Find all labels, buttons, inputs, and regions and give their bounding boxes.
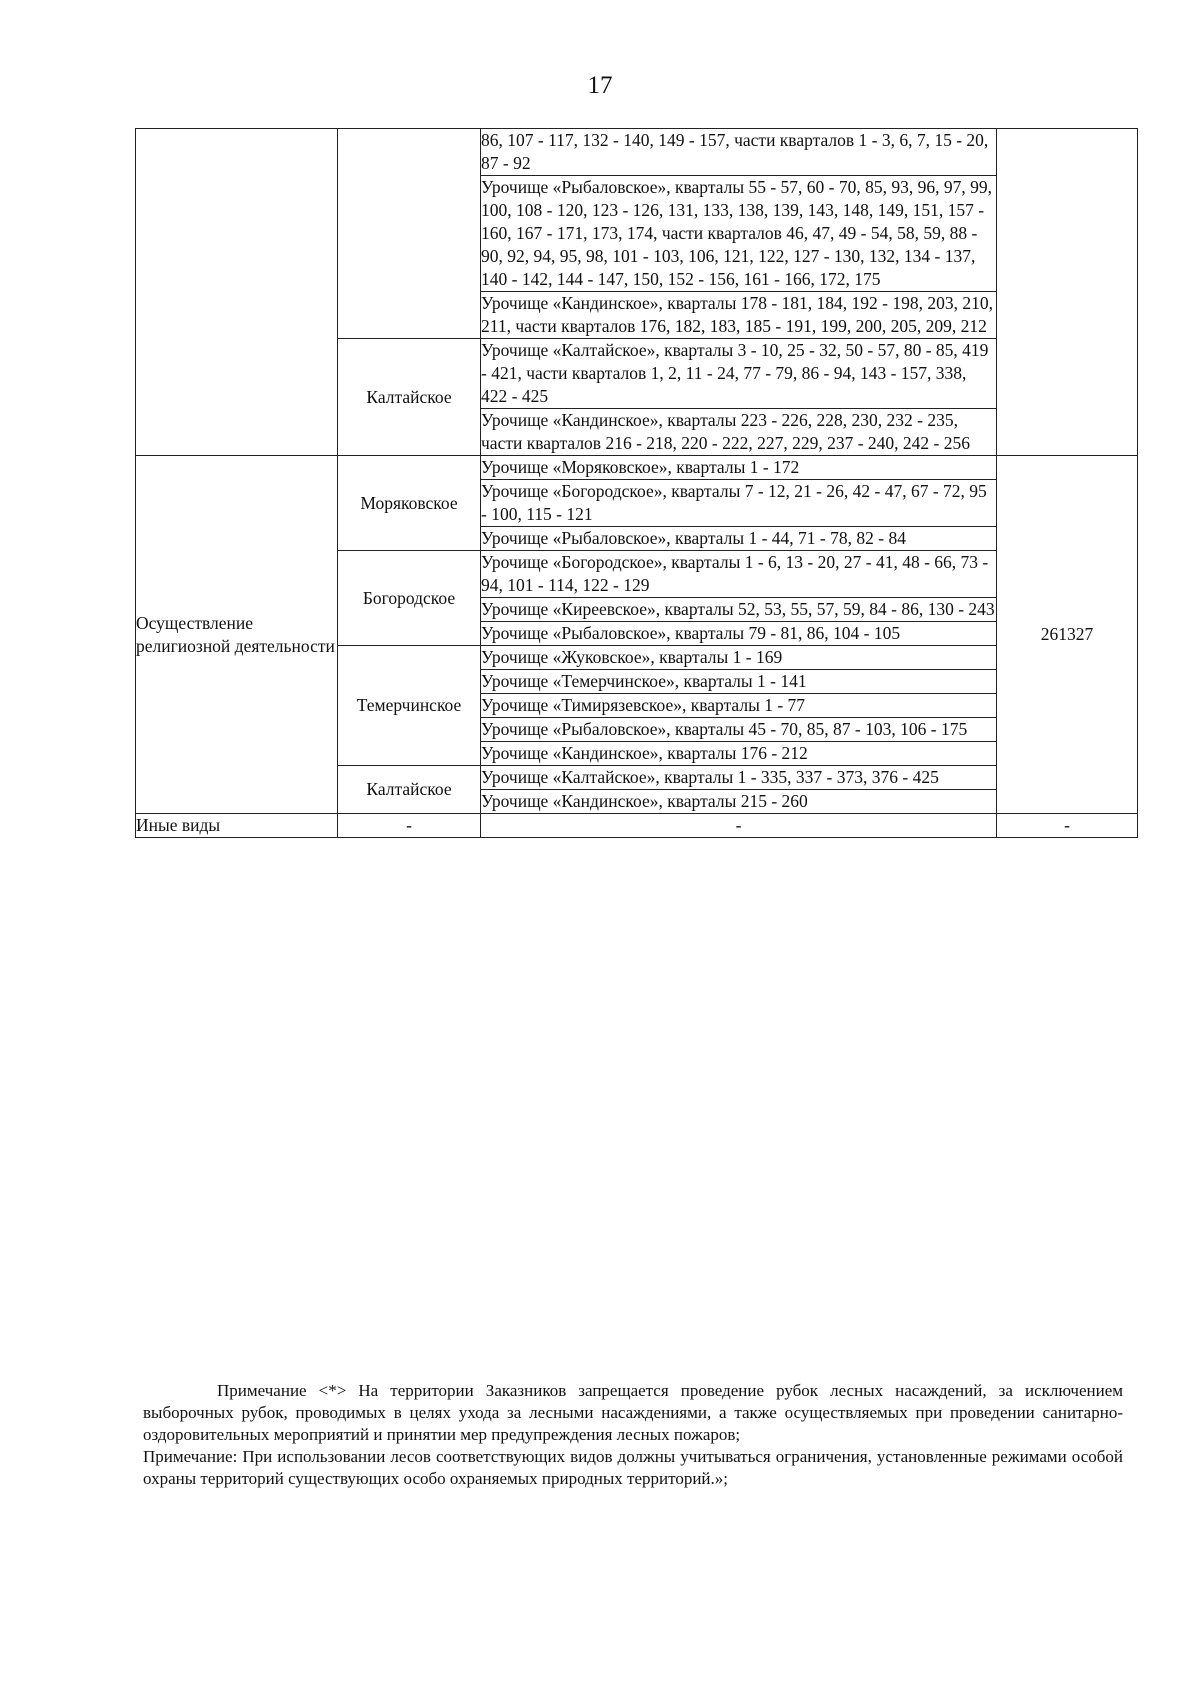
- location-cell: Урочище «Кандинское», кварталы 215 - 260: [481, 790, 997, 814]
- location-cell: Урочище «Калтайское», кварталы 1 - 335, 337 - 373, 376 - 425: [481, 766, 997, 790]
- notes-section: [143, 1380, 1123, 1490]
- forest-use-table: [135, 128, 1138, 838]
- location-cell: Урочище «Богородское», кварталы 7 - 12, 21 - 26, 42 - 47, 67 - 72, 95 - 100, 115 - 121: [481, 480, 997, 527]
- location-cell: Урочище «Богородское», кварталы 1 - 6, 13 - 20, 27 - 41, 48 - 66, 73 - 94, 101 - 114, 122 - 129: [481, 551, 997, 598]
- forestry-cell: -: [338, 814, 481, 838]
- table-row: [136, 129, 1138, 176]
- location-cell: Урочище «Рыбаловское», кварталы 79 - 81, 86, 104 - 105: [481, 622, 997, 646]
- location-cell: Урочище «Рыбаловское», кварталы 55 - 57, 60 - 70, 85, 93, 96, 97, 99, 100, 108 - 120, 123 - 126, 131, 133, 138, 139, 143, 148, 149, 151, 157 - 160, 167 - 171, 173, 174, части кварталов 46, 47, 49 - 54, 58, 59, 88 - 90, 92, 94, 95, 98, 101 - 103, 106, 121, 122, 127 - 130, 132, 134 - 137, 140 - 142, 144 - 147, 150, 152 - 156, 161 - 166, 172, 175: [481, 176, 997, 292]
- use-kind-cell: Осуществление религиозной деятельности: [136, 456, 338, 814]
- location-cell: Урочище «Калтайское», кварталы 3 - 10, 25 - 32, 50 - 57, 80 - 85, 419 - 421, части кварталов 1, 2, 11 - 24, 77 - 79, 86 - 94, 143 - 157, 338, 422 - 425: [481, 339, 997, 409]
- forestry-cell: [338, 129, 481, 339]
- location-cell: Урочище «Кандинское», кварталы 223 - 226, 228, 230, 232 - 235, части кварталов 216 - 218, 220 - 222, 227, 229, 237 - 240, 242 - 256: [481, 409, 997, 456]
- location-cell: Урочище «Рыбаловское», кварталы 1 - 44, 71 - 78, 82 - 84: [481, 527, 997, 551]
- use-kind-cell: Иные виды: [136, 814, 338, 838]
- location-cell: Урочище «Жуковское», кварталы 1 - 169: [481, 646, 997, 670]
- location-cell: Урочище «Кандинское», кварталы 178 - 181, 184, 192 - 198, 203, 210, 211, части кварталов 176, 182, 183, 185 - 191, 199, 200, 205, 209, 212: [481, 292, 997, 339]
- note-prohibition: Примечание <*> На территории Заказников запрещается проведение рубок лесных насаждений, за исключением выборочных рубок, проводимых в целях ухода за лесными насаждениями, а также осуществляемых при проведении санитарно-оздоровительных мероприятий и принятии мер предупреждения лесных пожаров;: [143, 1381, 1123, 1444]
- location-cell: -: [481, 814, 997, 838]
- forestry-cell: Калтайское: [338, 766, 481, 814]
- forestry-cell: Богородское: [338, 551, 481, 646]
- location-cell: Урочище «Киреевское», кварталы 52, 53, 55, 57, 59, 84 - 86, 130 - 243: [481, 598, 997, 622]
- table-row: [136, 456, 1138, 480]
- area-cell: 261327: [997, 456, 1138, 814]
- location-cell: Урочище «Моряковское», кварталы 1 - 172: [481, 456, 997, 480]
- location-cell: Урочище «Темерчинское», кварталы 1 - 141: [481, 670, 997, 694]
- forestry-cell: Калтайское: [338, 339, 481, 456]
- page-number: 17: [587, 72, 613, 99]
- forestry-cell: Моряковское: [338, 456, 481, 551]
- location-cell: 86, 107 - 117, 132 - 140, 149 - 157, части кварталов 1 - 3, 6, 7, 15 - 20, 87 - 92: [481, 129, 997, 176]
- location-cell: Урочище «Рыбаловское», кварталы 45 - 70, 85, 87 - 103, 106 - 175: [481, 718, 997, 742]
- area-cell: [997, 129, 1138, 456]
- forestry-cell: Темерчинское: [338, 646, 481, 766]
- location-cell: Урочище «Кандинское», кварталы 176 - 212: [481, 742, 997, 766]
- area-cell: -: [997, 814, 1138, 838]
- table-row: [136, 814, 1138, 838]
- location-cell: Урочище «Тимирязевское», кварталы 1 - 77: [481, 694, 997, 718]
- note-restrictions: Примечание: При использовании лесов соответствующих видов должны учитываться ограничения, установленные режимами особой охраны территорий существующих особо охраняемых природных территорий.»;: [143, 1447, 1123, 1488]
- use-kind-cell: [136, 129, 338, 456]
